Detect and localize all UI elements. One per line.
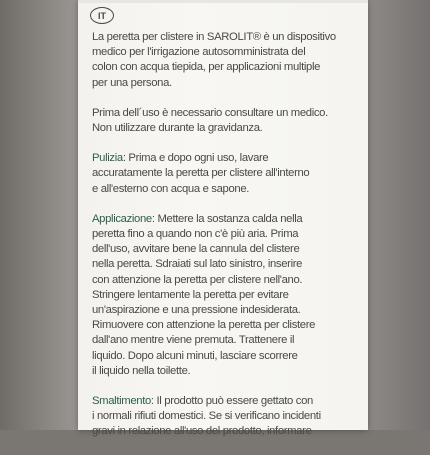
- intro-line: colon con acqua tiepida, per applicazioni multiple: [92, 61, 321, 74]
- applicazione-line: il liquido nella toilette.: [92, 364, 191, 377]
- pulizia-section: [92, 151, 362, 197]
- smaltimento-line: gravi in relazione all'uso del prodotto, informare: [92, 425, 312, 438]
- pulizia-label: Pulizia:: [92, 152, 126, 165]
- pulizia-first-line: [92, 151, 362, 166]
- applicazione-line: Rimuovere con attenzione la peretta per clistere: [92, 319, 316, 332]
- applicazione-label: Applicazione:: [92, 212, 155, 225]
- language-badge: IT: [90, 7, 114, 24]
- intro-line: per una persona.: [92, 76, 172, 89]
- applicazione-line: liquido. Dopo alcuni minuti, lasciare scorrere: [92, 349, 298, 362]
- background-right: [368, 0, 430, 430]
- applicazione-section: [92, 212, 362, 379]
- applicazione-line: un'aspirazione e una pressione indesiderata.: [92, 304, 301, 317]
- page-top-edge: [78, 0, 368, 3]
- background-left: [0, 0, 78, 430]
- applicazione-line: dall'ano mentre viene premuta. Trattenere il: [92, 334, 295, 347]
- pulizia-line: Prima e dopo ogni uso, lavare: [125, 152, 269, 165]
- applicazione-line: peretta fino a quando non c'è più aria. Prima: [92, 228, 299, 241]
- leaflet-page: [78, 0, 368, 438]
- smaltimento-first-line: [92, 394, 362, 409]
- leaflet-text: [92, 30, 362, 455]
- smaltimento-label: Smaltimento:: [92, 395, 154, 408]
- warning-line: Non utilizzare durante la gravidanza.: [92, 122, 263, 135]
- applicazione-line: Stringere lentamente la peretta per evitare: [92, 288, 289, 301]
- smaltimento-line: i normali rifiuti domestici. Se si verificano incidenti: [92, 410, 321, 423]
- intro-paragraph: [92, 30, 362, 91]
- intro-line: medico per l'irrigazione autosomministrata del: [92, 46, 306, 59]
- smaltimento-line: Il prodotto può essere gettato con: [153, 395, 313, 408]
- warning-line: Prima dell´uso è necessario consultare un medico.: [92, 106, 328, 119]
- applicazione-line: dell'uso, avvitare bene la cannula del clistere: [92, 243, 300, 256]
- intro-line: La peretta per clistere in SAROLIT® è un dispositivo: [92, 31, 336, 43]
- pulizia-line: accuratamente la peretta per clistere all'interno: [92, 167, 310, 180]
- applicazione-line: Mettere la sostanza calda nella: [154, 212, 303, 225]
- pulizia-line: e all'esterno con acqua e sapone.: [92, 182, 250, 195]
- applicazione-line: nella peretta. Sdraiati sul lato sinistro, inserire: [92, 258, 303, 271]
- smaltimento-section: [92, 394, 362, 440]
- applicazione-first-line: [92, 212, 362, 227]
- applicazione-line: con attenzione la peretta per clistere nell'ano.: [92, 273, 303, 286]
- warning-paragraph: [92, 106, 362, 136]
